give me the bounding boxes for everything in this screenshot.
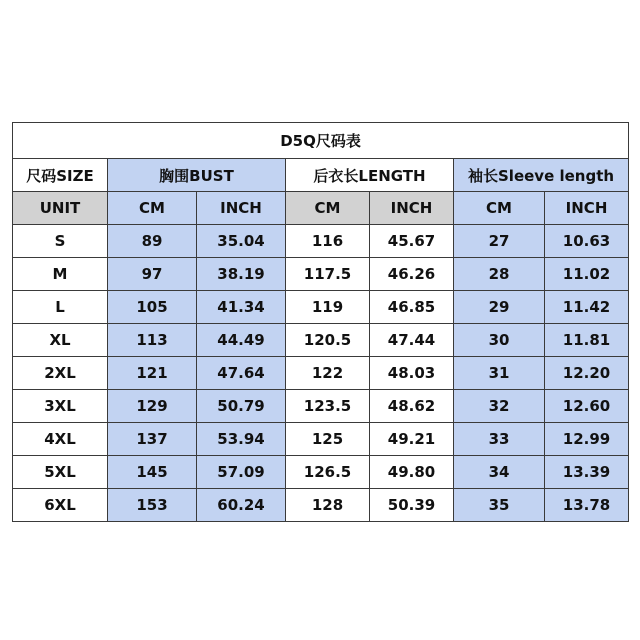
table-row — [13, 258, 629, 291]
bust-inch-cell: 47.64 — [197, 357, 286, 390]
table-row — [13, 489, 629, 522]
length-cm-cell: 120.5 — [286, 324, 370, 357]
length-cm-cell: 119 — [286, 291, 370, 324]
bust-inch-cell: 38.19 — [197, 258, 286, 291]
length-cm-cell: 123.5 — [286, 390, 370, 423]
length-inch-cell: 48.62 — [370, 390, 454, 423]
length-inch-cell: 48.03 — [370, 357, 454, 390]
sleeve-cm-cell: 35 — [454, 489, 545, 522]
unit-bust-cm: CM — [108, 192, 197, 225]
sleeve-cm-cell: 34 — [454, 456, 545, 489]
sleeve-inch-cell: 11.81 — [545, 324, 629, 357]
sleeve-cm-cell: 33 — [454, 423, 545, 456]
unit-sleeve-inch: INCH — [545, 192, 629, 225]
length-cm-cell: 126.5 — [286, 456, 370, 489]
length-inch-cell: 49.21 — [370, 423, 454, 456]
header-row — [13, 159, 629, 192]
size-cell: 2XL — [13, 357, 108, 390]
sleeve-inch-cell: 11.42 — [545, 291, 629, 324]
bust-cm-cell: 121 — [108, 357, 197, 390]
length-cm-cell: 125 — [286, 423, 370, 456]
table-row — [13, 456, 629, 489]
length-inch-cell: 45.67 — [370, 225, 454, 258]
size-cell: 4XL — [13, 423, 108, 456]
table-row — [13, 324, 629, 357]
unit-sleeve-cm: CM — [454, 192, 545, 225]
sleeve-inch-cell: 12.99 — [545, 423, 629, 456]
bust-cm-cell: 129 — [108, 390, 197, 423]
header-size: 尺码SIZE — [13, 159, 108, 192]
table-row — [13, 390, 629, 423]
length-inch-cell: 47.44 — [370, 324, 454, 357]
size-cell: M — [13, 258, 108, 291]
bust-cm-cell: 97 — [108, 258, 197, 291]
table-row — [13, 291, 629, 324]
size-cell: S — [13, 225, 108, 258]
sleeve-cm-cell: 30 — [454, 324, 545, 357]
title-row — [13, 123, 629, 159]
sleeve-inch-cell: 10.63 — [545, 225, 629, 258]
table-row — [13, 357, 629, 390]
size-cell: 3XL — [13, 390, 108, 423]
sleeve-cm-cell: 28 — [454, 258, 545, 291]
bust-inch-cell: 44.49 — [197, 324, 286, 357]
bust-inch-cell: 60.24 — [197, 489, 286, 522]
header-bust: 胸围BUST — [108, 159, 286, 192]
table-row — [13, 423, 629, 456]
sleeve-cm-cell: 31 — [454, 357, 545, 390]
length-inch-cell: 46.85 — [370, 291, 454, 324]
sleeve-inch-cell: 13.39 — [545, 456, 629, 489]
sleeve-cm-cell: 27 — [454, 225, 545, 258]
bust-inch-cell: 50.79 — [197, 390, 286, 423]
unit-bust-inch: INCH — [197, 192, 286, 225]
size-chart — [12, 122, 628, 522]
length-cm-cell: 122 — [286, 357, 370, 390]
table-title: D5Q尺码表 — [13, 123, 629, 159]
bust-inch-cell: 35.04 — [197, 225, 286, 258]
length-inch-cell: 50.39 — [370, 489, 454, 522]
sleeve-inch-cell: 11.02 — [545, 258, 629, 291]
bust-inch-cell: 41.34 — [197, 291, 286, 324]
bust-cm-cell: 145 — [108, 456, 197, 489]
length-cm-cell: 128 — [286, 489, 370, 522]
bust-inch-cell: 53.94 — [197, 423, 286, 456]
sleeve-cm-cell: 29 — [454, 291, 545, 324]
unit-row — [13, 192, 629, 225]
unit-label: UNIT — [13, 192, 108, 225]
length-inch-cell: 49.80 — [370, 456, 454, 489]
length-cm-cell: 117.5 — [286, 258, 370, 291]
header-length: 后衣长LENGTH — [286, 159, 454, 192]
sleeve-inch-cell: 12.20 — [545, 357, 629, 390]
table-row — [13, 225, 629, 258]
length-inch-cell: 46.26 — [370, 258, 454, 291]
unit-length-inch: INCH — [370, 192, 454, 225]
size-table — [12, 122, 629, 522]
sleeve-cm-cell: 32 — [454, 390, 545, 423]
bust-cm-cell: 89 — [108, 225, 197, 258]
size-cell: L — [13, 291, 108, 324]
bust-cm-cell: 113 — [108, 324, 197, 357]
sleeve-inch-cell: 13.78 — [545, 489, 629, 522]
header-sleeve: 袖长Sleeve length — [454, 159, 629, 192]
size-cell: 5XL — [13, 456, 108, 489]
size-cell: 6XL — [13, 489, 108, 522]
bust-cm-cell: 137 — [108, 423, 197, 456]
sleeve-inch-cell: 12.60 — [545, 390, 629, 423]
length-cm-cell: 116 — [286, 225, 370, 258]
bust-cm-cell: 153 — [108, 489, 197, 522]
bust-inch-cell: 57.09 — [197, 456, 286, 489]
bust-cm-cell: 105 — [108, 291, 197, 324]
size-cell: XL — [13, 324, 108, 357]
unit-length-cm: CM — [286, 192, 370, 225]
